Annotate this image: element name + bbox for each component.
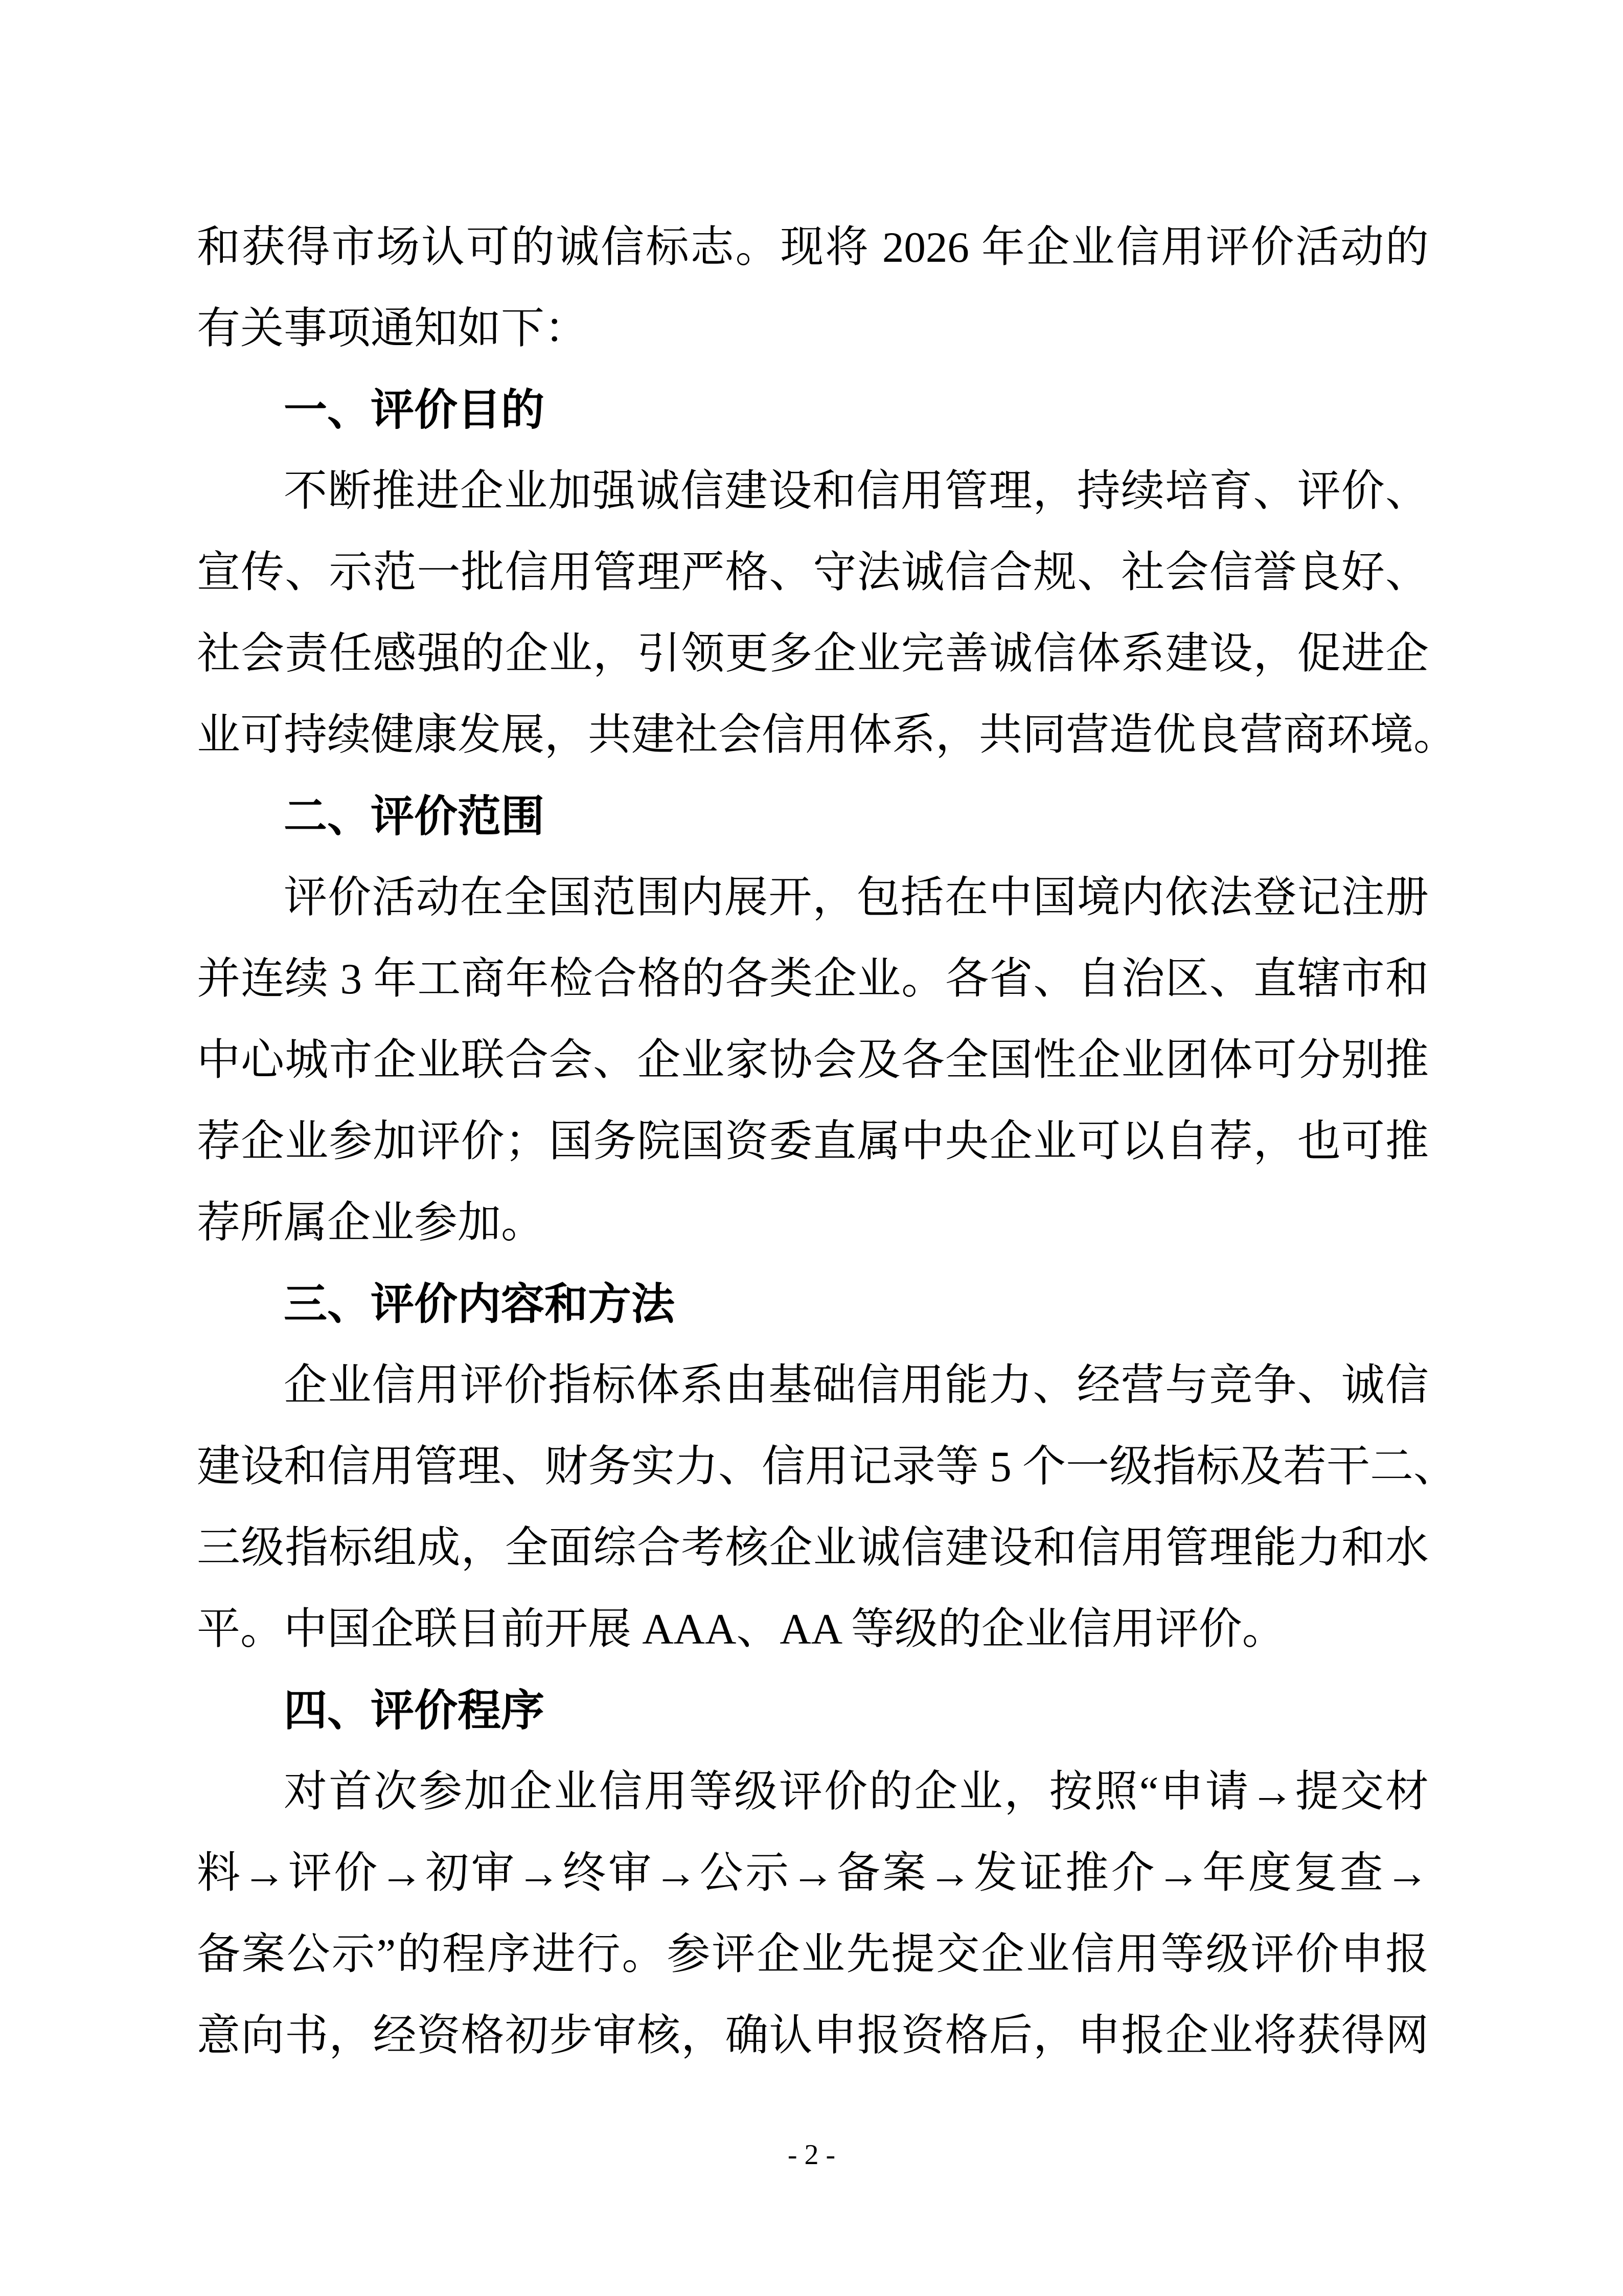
- body-line: 评价活动在全国范围内展开，包括在中国境内依法登记注册: [284, 874, 1429, 922]
- document-body: [197, 207, 1457, 2077]
- page-number: - 2 -: [787, 2139, 836, 2171]
- body-line: 意向书，经资格初步审核，确认申报资格后，申报企业将获得网: [197, 2012, 1429, 2060]
- continuation-paragraph: [197, 207, 1429, 370]
- paragraph-evaluation-procedure: [197, 1752, 1429, 2077]
- body-line: 宣传、示范一批信用管理严格、守法诚信合规、社会信誉良好、: [197, 549, 1429, 597]
- body-line: 和获得市场认可的诚信标志。现将 2026 年企业信用评价活动的: [197, 223, 1429, 271]
- paragraph-evaluation-content-method: [197, 1345, 1457, 1670]
- body-line: 企业信用评价指标体系由基础信用能力、经营与竞争、诚信: [284, 1361, 1429, 1410]
- body-line: 有关事项通知如下：: [197, 305, 588, 353]
- body-line: 平。中国企联目前开展 AAA、AA 等级的企业信用评价。: [197, 1605, 1286, 1653]
- body-line: 对首次参加企业信用等级评价的企业，按照“申请→提交材: [284, 1768, 1429, 1816]
- body-line: 三级指标组成，全面综合考核企业诚信建设和信用管理能力和水: [197, 1524, 1429, 1572]
- body-line: 料→评价→初审→终审→公示→备案→发证推介→年度复查→: [197, 1849, 1429, 1897]
- section-heading-evaluation-content-method: 三、评价内容和方法: [284, 1280, 675, 1329]
- section-heading-evaluation-procedure: 四、评价程序: [284, 1687, 545, 1735]
- body-line: 并连续 3 年工商年检合格的各类企业。各省、自治区、直辖市和: [197, 955, 1429, 1003]
- body-line: 建设和信用管理、财务实力、信用记录等 5 个一级指标及若干二、: [197, 1443, 1457, 1491]
- section-heading-evaluation-purpose: 一、评价目的: [284, 386, 545, 435]
- paragraph-evaluation-purpose: [197, 451, 1457, 776]
- body-line: 备案公示”的程序进行。参评企业先提交企业信用等级评价申报: [197, 1930, 1429, 1979]
- section-heading-evaluation-scope: 二、评价范围: [284, 792, 545, 841]
- paragraph-evaluation-scope: [197, 857, 1429, 1264]
- body-line: 不断推进企业加强诚信建设和信用管理，持续培育、评价、: [284, 467, 1429, 515]
- body-line: 社会责任感强的企业，引领更多企业完善诚信体系建设，促进企: [197, 630, 1429, 678]
- body-line: 荐所属企业参加。: [197, 1199, 545, 1247]
- body-line: 业可持续健康发展，共建社会信用体系，共同营造优良营商环境。: [197, 711, 1457, 759]
- body-line: 中心城市企业联合会、企业家协会及各全国性企业团体可分别推: [197, 1036, 1429, 1084]
- body-line: 荐企业参加评价；国务院国资委直属中央企业可以自荐，也可推: [197, 1118, 1429, 1166]
